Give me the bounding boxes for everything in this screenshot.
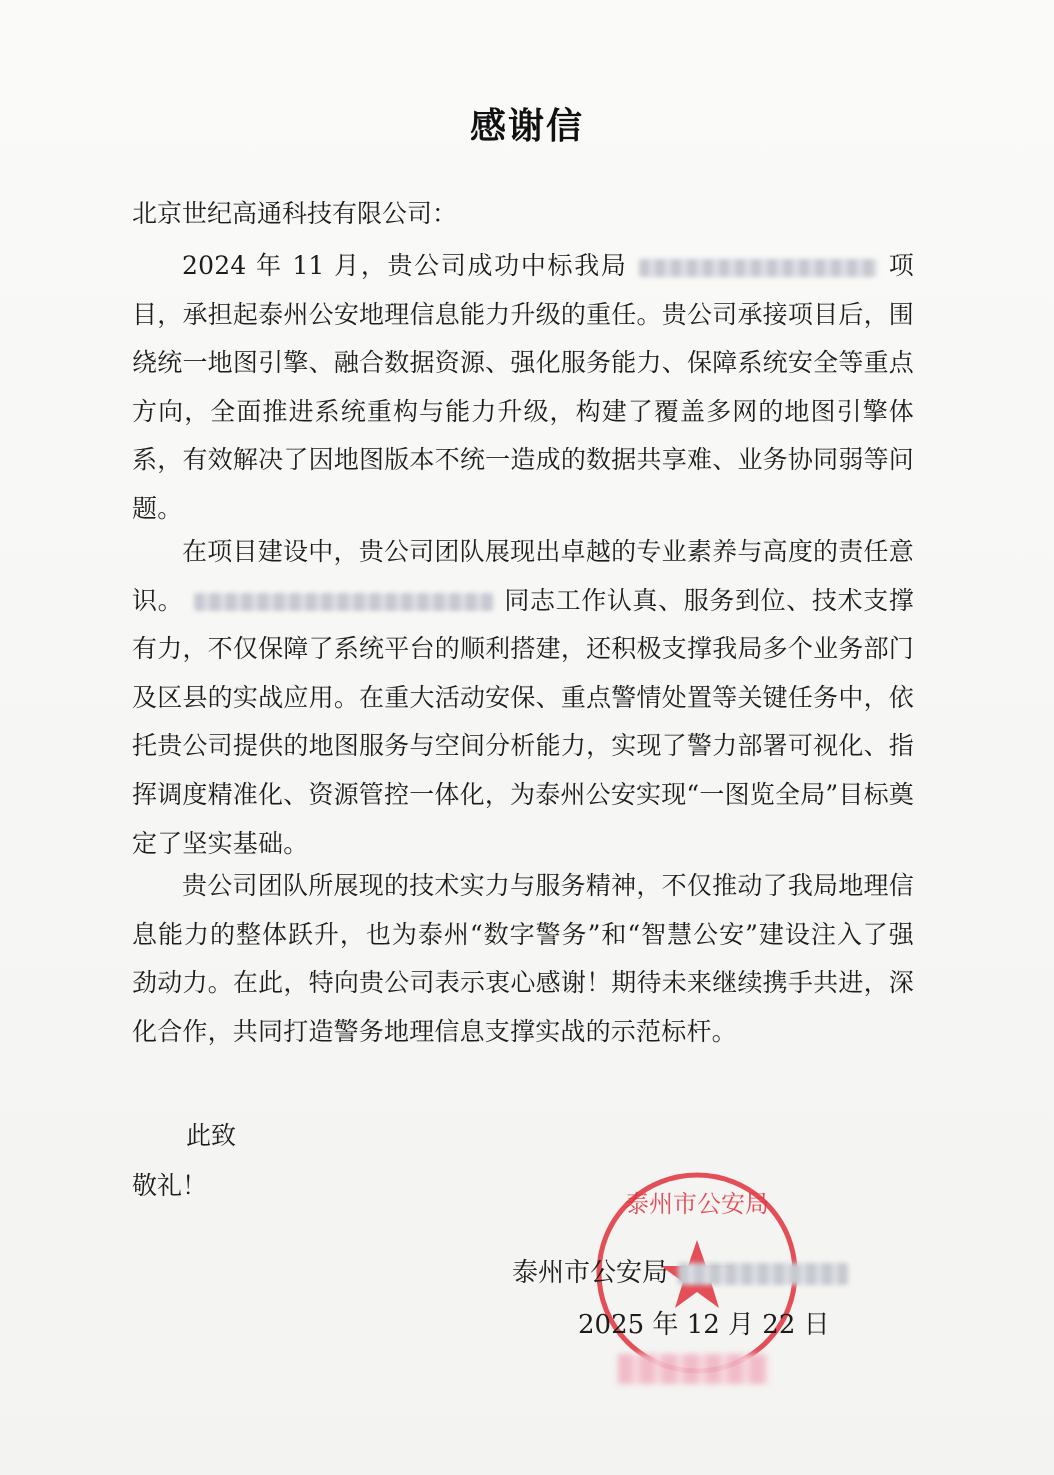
redacted-names <box>194 593 494 611</box>
paragraph-2-start: 在项目建设中，贵公司团队展现出卓越的专业素养与高度的责任意识。 <box>132 537 914 615</box>
redacted-stamp-detail <box>618 1354 768 1384</box>
paragraph-1-rest: 项目，承担起泰州公安地理信息能力升级的重任。贵公司承接项目后，围绕统一地图引擎、融合数据资源、强化服务能力、保障系统安全等重点方向，全面推进系统重构与能力升级，构建了覆盖多网的地图引擎体系，有效解决了因地图版本不统一造成的数据共享难、业务协同弱等问题。 <box>132 251 914 523</box>
paragraph-1 <box>132 242 914 534</box>
paragraph-2-rest: 同志工作认真、服务到位、技术支撑有力，不仅保障了系统平台的顺利搭建，还积极支撑我局多个业务部门及区县的实战应用。在重大活动安保、重点警情处置等关键任务中，依托贵公司提供的地图服务与空间分析能力，实现了警力部署可视化、指挥调度精准化、资源管控一体化，为泰州公安实现“一图览全局”目标奠定了坚实基础。 <box>132 585 915 858</box>
redacted-project-name <box>639 259 877 277</box>
seal-text: 泰州市公安局 <box>625 1190 769 1218</box>
paragraph-2 <box>132 528 914 868</box>
letter-title: 感谢信 <box>469 106 584 147</box>
signature <box>512 1252 850 1289</box>
closing-line-2: 敬礼！ <box>132 1171 208 1200</box>
redacted-department <box>678 1263 848 1285</box>
letter-date: 2025 年 12 月 22 日 <box>578 1310 830 1340</box>
paragraph-1-start: 2024 年 11 月，贵公司成功中标我局 <box>182 251 628 280</box>
signature-text: 泰州市公安局 <box>512 1258 669 1288</box>
closing-line-1: 此致 <box>186 1121 237 1150</box>
salutation: 北京世纪高通科技有限公司： <box>132 199 458 228</box>
paragraph-3-text: 贵公司团队所展现的技术实力与服务精神，不仅推动了我局地理信息能力的整体跃升，也为泰州“数字警务”和“智慧公安”建设注入了强劲动力。在此，特向贵公司表示衷心感谢！期待未来继续携手共进，深化合作，共同打造警务地理信息支撑实战的示范标杆。 <box>132 871 914 1046</box>
paragraph-3 <box>132 862 914 1056</box>
